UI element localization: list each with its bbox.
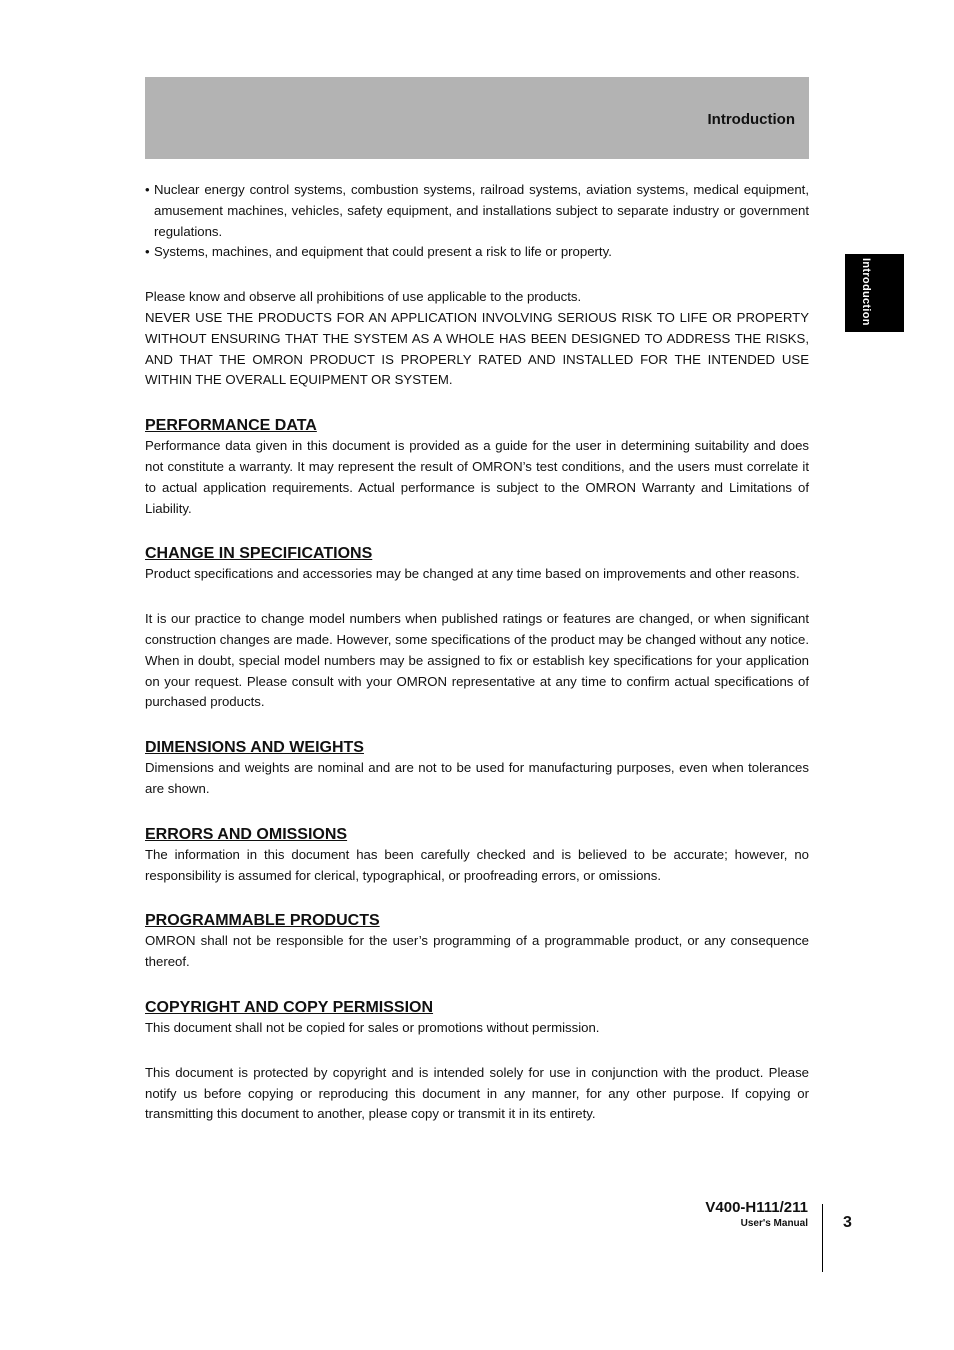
chapter-tab[interactable] — [845, 254, 904, 332]
section-heading-performance: PERFORMANCE DATA — [145, 417, 317, 435]
manual-label: User's Manual — [740, 1218, 808, 1229]
section-text: It is our practice to change model numbers when published ratings or features are changed, or when significant construction changes are made. However, some specifications of the product may be changed without any notice. When in doubt, special model numbers may be assigned to fix or establish key specifications for your application on your request. Please consult with your OMRON representative at any time to confirm actual specifications of purchased products. — [145, 611, 809, 710]
footer-model-block — [705, 1199, 808, 1230]
bullet-icon: • — [145, 182, 150, 197]
main-content — [145, 180, 809, 1125]
bullet-icon: • — [145, 244, 150, 260]
prohibited-uses-list — [145, 180, 809, 263]
section-text: Dimensions and weights are nominal and are not to be used for manufacturing purposes, even when tolerances are shown. — [145, 760, 809, 796]
prohibitions-warning: NEVER USE THE PRODUCTS FOR AN APPLICATION INVOLVING SERIOUS RISK TO LIFE OR PROPERTY WITHOUT ENSURING THAT THE SYSTEM AS A WHOLE HAS BEEN DESIGNED TO ADDRESS THE RISKS, AND THAT THE OMRON PRODUCT IS PROPERLY RATED AND INSTALLED FOR THE INTENDED USE WITHIN THE OVERALL EQUIPMENT OR SYSTEM. — [145, 309, 809, 388]
chapter-tab-label: Introduction — [860, 258, 872, 326]
page-title: Introduction — [707, 111, 795, 128]
section-heading-programmable: PROGRAMMABLE PRODUCTS — [145, 912, 380, 930]
section-heading-copyright: COPYRIGHT AND COPY PERMISSION — [145, 998, 434, 1016]
section-heading-errors: ERRORS AND OMISSIONS — [145, 825, 348, 843]
model-number: V400-H111/211 — [705, 1199, 808, 1216]
section-text: This document shall not be copied for sales or promotions without permission. — [145, 1019, 600, 1035]
section-text: Performance data given in this document is provided as a guide for the user in determining suitability and does not constitute a warranty. It may represent the result of OMRON’s test conditions, and the users must correlate it to actual application requirements. Actual performance is subject to the OMRON Warranty and Limitations of Liability. — [145, 438, 809, 516]
footer-divider — [822, 1204, 823, 1272]
section-text: Product specifications and accessories may be changed at any time based on improvements and other reasons. — [145, 566, 800, 582]
section-text: This document is protected by copyright and is intended solely for use in conjunction with the product. Please notify us before copying or reproducing this document in any manner, for any other purpose. If copying or transmitting this document to another, please copy or transmit it in its entirety. — [145, 1064, 809, 1122]
list-item: • Systems, machines, and equipment that could present a risk to life or property. — [145, 242, 809, 263]
list-item: • Nuclear energy control systems, combustion systems, railroad systems, aviation systems, medical equipment, amusement machines, vehicles, safety equipment, and installations subject to separate industry or government regulations. — [145, 182, 809, 239]
page-number: 3 — [843, 1214, 852, 1231]
section-text: OMRON shall not be responsible for the user’s programming of a programmable product, or any consequence thereof. — [145, 933, 809, 970]
section-heading-dimensions: DIMENSIONS AND WEIGHTS — [145, 739, 364, 757]
section-heading-change: CHANGE IN SPECIFICATIONS — [145, 545, 373, 563]
prohibitions-note: Please know and observe all prohibitions of use applicable to the products. — [145, 289, 582, 305]
section-text: The information in this document has been carefully checked and is believed to be accurate; however, no responsibility is assumed for clerical, typographical, or proofreading errors, or omissions. — [145, 846, 809, 883]
header-band — [145, 77, 809, 159]
